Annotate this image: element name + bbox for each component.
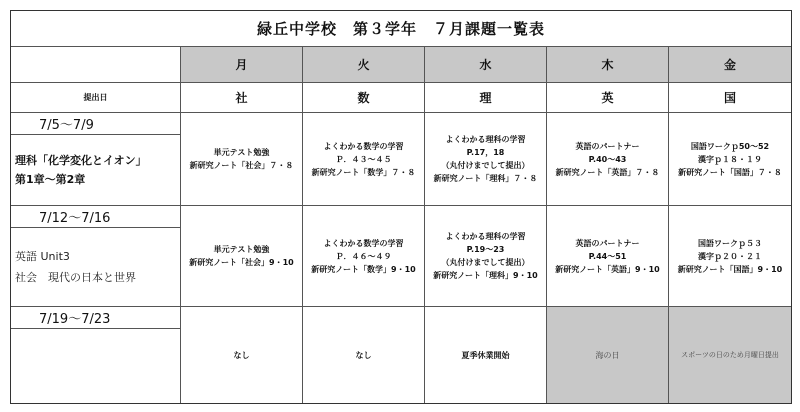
- week-date: 7/19～7/23: [11, 307, 181, 329]
- task-line: 新研究ノート「英語」9・10: [555, 264, 660, 274]
- task-cell-tue: [303, 307, 425, 403]
- task-cell-tue: [303, 113, 425, 206]
- note-line: 第1章～第2章: [15, 173, 86, 186]
- task-line: 漢字ｐ１８・１９: [698, 154, 762, 164]
- task-cell-mon: [181, 206, 303, 307]
- subject-mon: 社: [181, 83, 303, 113]
- task-cell-wed: [425, 206, 547, 307]
- week-notes: [11, 228, 181, 307]
- task-line: 漢字ｐ２０・２１: [698, 251, 762, 261]
- day-header-fri: 金: [669, 47, 791, 83]
- task-line: 夏季休業開始: [461, 350, 510, 360]
- task-cell-mon: [181, 113, 303, 206]
- task-line: 新研究ノート「社会」9・10: [189, 258, 294, 267]
- task-line: 新研究ノート「社会」７・８: [189, 161, 294, 170]
- task-cell-thu: [547, 206, 669, 307]
- task-line: Ｐ．４３～４５: [335, 154, 392, 164]
- task-line: P.40～43: [588, 154, 627, 164]
- task-line: （丸付けまでして提出）: [441, 258, 530, 267]
- task-line: 新研究ノート「英語」７・８: [555, 167, 660, 177]
- subject-wed: 理: [425, 83, 547, 113]
- task-line: 英語のパートナー: [575, 238, 640, 248]
- task-line: （丸付けまでして提出）: [441, 161, 530, 170]
- assignment-table: [10, 10, 792, 404]
- day-header-thu: 木: [547, 47, 669, 83]
- task-cell-fri: [669, 206, 791, 307]
- task-cell-mon: [181, 307, 303, 403]
- task-line: よくわかる数学の学習: [323, 141, 404, 151]
- task-line: 海の日: [595, 350, 620, 360]
- task-line: よくわかる理科の学習: [445, 135, 526, 144]
- task-line: 単元テスト勉強: [213, 148, 270, 157]
- week-notes: [11, 135, 181, 206]
- week-notes: [11, 329, 181, 403]
- note-line: 理科「化学変化とイオン」: [15, 154, 147, 167]
- task-line: 単元テスト勉強: [213, 245, 270, 254]
- note-line: 社会 現代の日本と世界: [15, 271, 136, 284]
- task-line: よくわかる理科の学習: [445, 232, 526, 241]
- task-line: 新研究ノート「数学」７・８: [311, 167, 416, 177]
- task-cell-thu: [547, 113, 669, 206]
- subject-fri: 国: [669, 83, 791, 113]
- task-line: なし: [233, 350, 250, 360]
- task-line: 国語ワークｐ５３: [698, 238, 762, 248]
- task-line: スポーツの日のため月曜日提出: [681, 350, 779, 359]
- task-line: P.17，18: [466, 148, 505, 157]
- due-date-label: 提出日: [11, 83, 181, 113]
- task-line: Ｐ．４６～４９: [335, 251, 392, 261]
- task-cell-fri-holiday: [669, 307, 791, 403]
- note-line: 英語 Unit3: [15, 250, 70, 263]
- task-cell-wed: [425, 113, 547, 206]
- subject-tue: 数: [303, 83, 425, 113]
- task-line: 新研究ノート「国語」７・８: [678, 167, 782, 177]
- task-cell-wed: [425, 307, 547, 403]
- task-line: P.44～51: [588, 251, 627, 261]
- task-line: P.19～23: [466, 245, 505, 254]
- day-header-wed: 水: [425, 47, 547, 83]
- day-header-mon: 月: [181, 47, 303, 83]
- task-line: 英語のパートナー: [575, 141, 640, 151]
- week-date: 7/5～7/9: [11, 113, 181, 135]
- task-line: 新研究ノート「数学」9・10: [311, 264, 416, 274]
- week-date: 7/12～7/16: [11, 206, 181, 228]
- task-cell-thu-holiday: [547, 307, 669, 403]
- header-corner: [11, 47, 181, 83]
- task-cell-tue: [303, 206, 425, 307]
- task-line: なし: [355, 350, 372, 360]
- subject-thu: 英: [547, 83, 669, 113]
- task-line: 国語ワークｐ50～52: [690, 141, 770, 151]
- task-cell-fri: [669, 113, 791, 206]
- day-header-tue: 火: [303, 47, 425, 83]
- task-line: 新研究ノート「理科」9・10: [433, 271, 538, 280]
- task-line: よくわかる数学の学習: [323, 238, 404, 248]
- task-line: 新研究ノート「理科」７・８: [433, 174, 538, 183]
- table-title: 緑丘中学校 第３学年 ７月課題一覧表: [11, 11, 791, 47]
- task-line: 新研究ノート「国語」9・10: [677, 264, 783, 274]
